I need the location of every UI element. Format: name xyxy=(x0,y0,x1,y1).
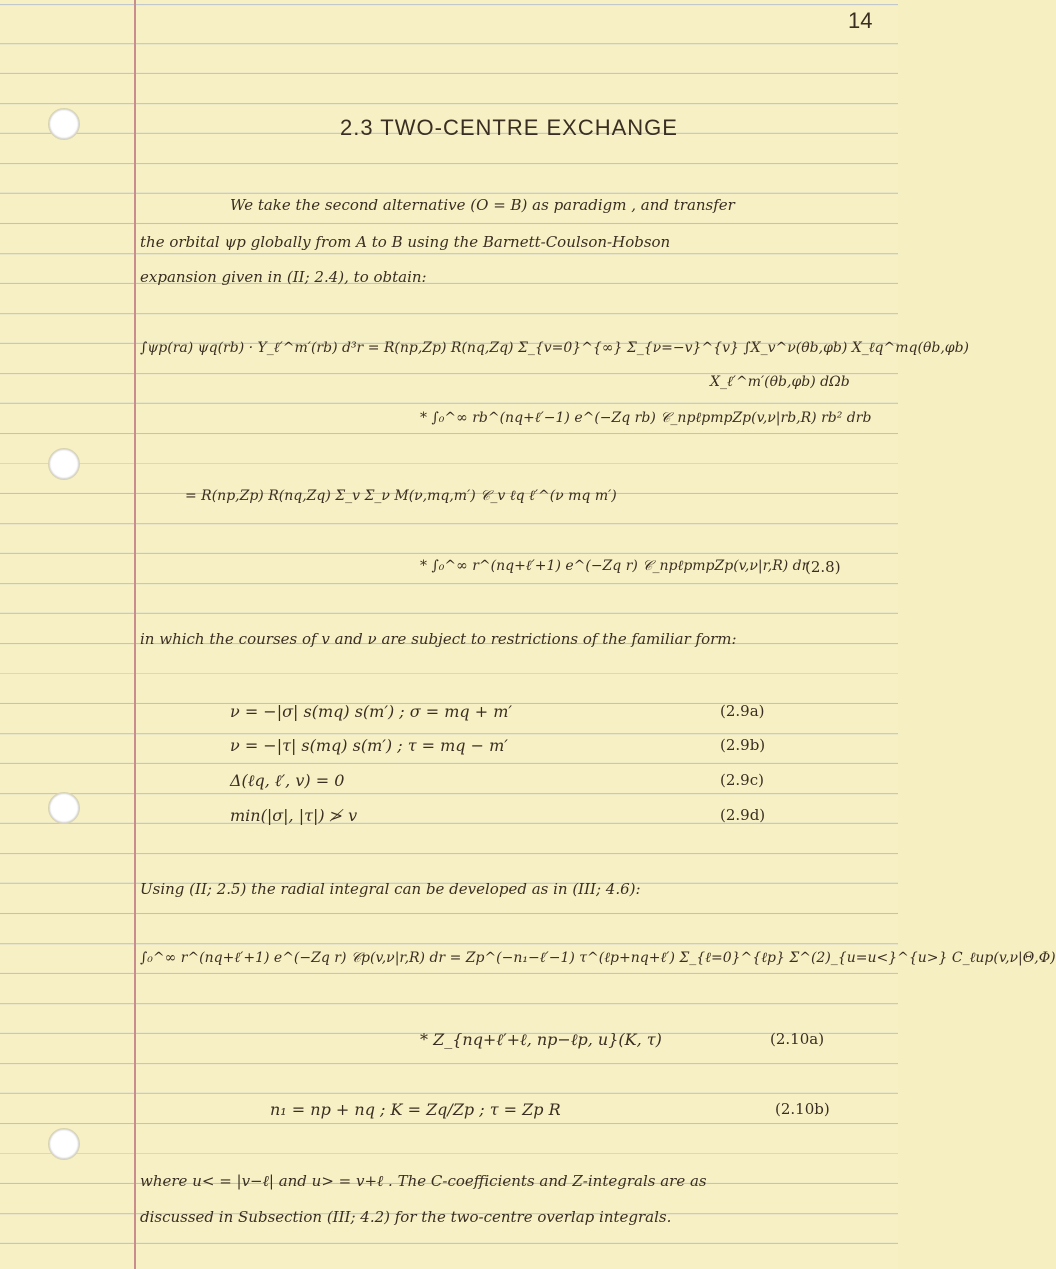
using-text: Using (II; 2.5) the radial integral can be developed as in (III; 4.6): xyxy=(140,880,641,898)
equation-2-9d: min(|σ|, |τ|) ≯ v xyxy=(230,806,358,825)
section-title: 2.3 TWO-CENTRE EXCHANGE xyxy=(340,115,678,140)
intro-line-1: We take the second alternative (O = B) as paradigm , and transfer xyxy=(230,196,735,214)
equation-label-2-10b: (2.10b) xyxy=(775,1100,830,1118)
equation-2-9b: ν = −|τ| s(mq) s(m′) ; τ = mq − m′ xyxy=(230,736,508,755)
punch-hole xyxy=(48,108,80,140)
equation-label-2-9a: (2.9a) xyxy=(720,702,765,720)
punch-hole xyxy=(48,792,80,824)
equation-2-10a-line-2: * Z_{nq+ℓ′+ℓ, np−ℓp, u}(K, τ) xyxy=(420,1030,662,1049)
restriction-text: in which the courses of v and ν are subject to restrictions of the familiar form: xyxy=(140,630,737,648)
equation-label-2-9c: (2.9c) xyxy=(720,771,764,789)
equation-2-8-line-2: X_ℓ′^m′(θb,φb) dΩb xyxy=(710,374,850,390)
closing-line-1: where u< = |v−ℓ| and u> = v+ℓ . The C-coefficients and Z-integrals are as xyxy=(140,1172,707,1190)
equation-label-2-10a: (2.10a) xyxy=(770,1030,825,1048)
equation-2-9a: ν = −|σ| s(mq) s(m′) ; σ = mq + m′ xyxy=(230,702,513,721)
page-number: 14 xyxy=(848,8,873,33)
equation-2-10a-line-1: ∫₀^∞ r^(nq+ℓ′+1) e^(−Zq r) 𝒞p(v,ν|r,R) dr = Zp^(−n₁−ℓ′−1) τ^(ℓp+nq+ℓ′) Σ_{ℓ=0}^{ℓp} Σ^(2)_{u=u<}^{u>} C_ℓup(v,ν|Θ,Φ) xyxy=(140,950,1056,966)
punch-hole xyxy=(48,1128,80,1160)
equation-2-8-line-4: = R(np,Zp) R(nq,Zq) Σ_v Σ_ν M(ν,mq,m′) 𝒞_v ℓq ℓ′^(ν mq m′) xyxy=(185,488,617,504)
punch-hole xyxy=(48,448,80,480)
equation-2-8-line-1: ∫ψp(ra) ψq(rb) · Y_ℓ′^m′(rb) d³r = R(np,Zp) R(nq,Zq) Σ_{v=0}^{∞} Σ_{ν=−v}^{v} ∫X_v^ν(θb,φb) X_ℓq^mq(θb,φb) xyxy=(140,340,970,356)
intro-line-2: the orbital ψp globally from A to B using the Barnett-Coulson-Hobson xyxy=(140,233,671,251)
closing-line-2: discussed in Subsection (III; 4.2) for the two-centre overlap integrals. xyxy=(140,1208,672,1226)
equation-2-10b: n₁ = np + nq ; K = Zq/Zp ; τ = Zp R xyxy=(270,1100,561,1119)
intro-line-3: expansion given in (II; 2.4), to obtain: xyxy=(140,268,427,286)
equation-2-9c: Δ(ℓq, ℓ′, v) = 0 xyxy=(230,771,345,790)
equation-label-2-9d: (2.9d) xyxy=(720,806,766,824)
equation-label-2-8: (2.8) xyxy=(805,558,841,576)
equation-label-2-9b: (2.9b) xyxy=(720,736,766,754)
equation-2-8-line-3: * ∫₀^∞ rb^(nq+ℓ′−1) e^(−Zq rb) 𝒞_npℓpmpZp(v,ν|rb,R) rb² drb xyxy=(420,410,872,426)
equation-2-8-line-5: * ∫₀^∞ r^(nq+ℓ′+1) e^(−Zq r) 𝒞_npℓpmpZp(v,ν|r,R) dr xyxy=(420,558,809,574)
margin-line xyxy=(134,0,136,1269)
